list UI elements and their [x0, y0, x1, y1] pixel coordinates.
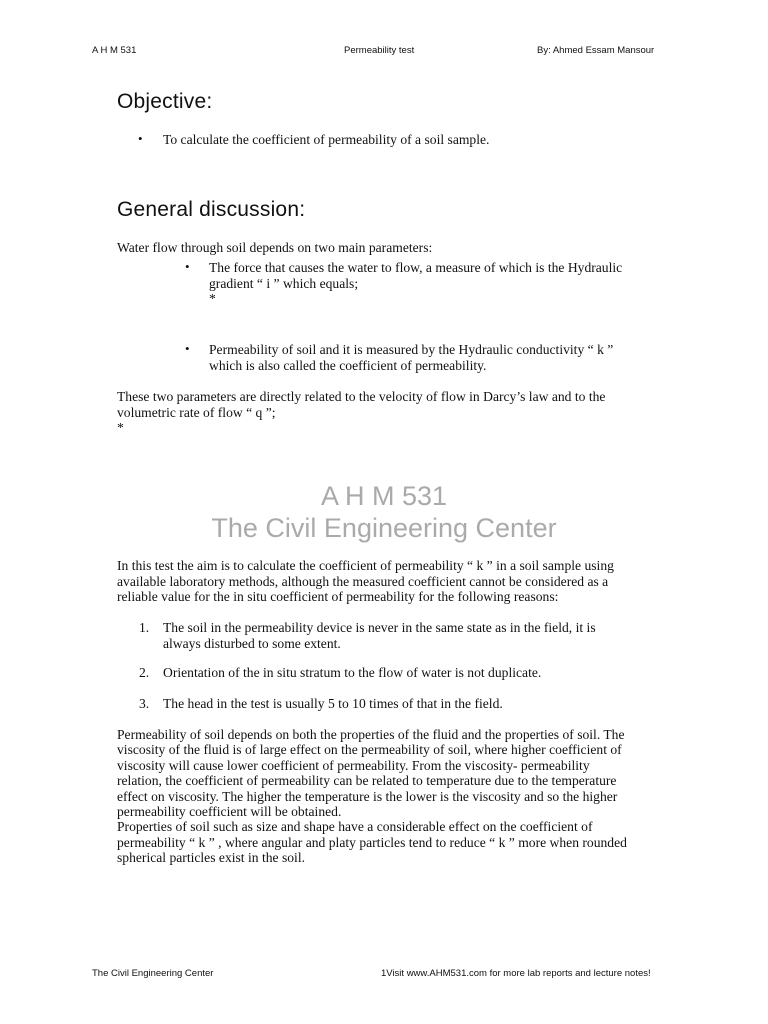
bullet2-line2: which is also called the coefficient of permeability.	[209, 358, 487, 373]
watermark-line2: The Civil Engineering Center	[211, 513, 557, 543]
footer-right: 1Visit www.AHM531.com for more lab reports and lecture notes!	[381, 968, 651, 979]
discussion-heading: General discussion:	[117, 198, 306, 221]
reason-number: 3.	[139, 696, 150, 711]
aim-line2: available laboratory methods, although the measured coefficient cannot be considered as a	[117, 574, 609, 589]
reason-1-line2: always disturbed to some extent.	[163, 636, 341, 651]
bullet-icon: •	[185, 341, 190, 356]
para2-line: permeability “ k ” , where angular and platy particles tend to reduce “ k ” more when rounded	[117, 835, 627, 850]
reason-3-line1: The head in the test is usually 5 to 10 times of that in the field.	[163, 696, 503, 711]
para1-line: viscosity will cause lower coefficient of permeability. From the viscosity- permeability	[117, 758, 590, 773]
para2-line: spherical particles exist in the soil.	[117, 850, 305, 865]
para1-line: relation, the coefficient of permeability can be related to temperature due to the temperature	[117, 773, 617, 788]
darcy-line2: volumetric rate of flow “ q ”;	[117, 405, 276, 420]
discussion-intro: Water flow through soil depends on two main parameters:	[117, 240, 433, 255]
header-center: Permeability test	[344, 45, 415, 56]
darcy-line1: These two parameters are directly related to the velocity of flow in Darcy’s law and to the	[117, 389, 606, 404]
aim-line3: reliable value for the in situ coefficient of permeability for the following reasons:	[117, 589, 559, 604]
reason-number: 2.	[139, 665, 150, 680]
header-left: A H M 531	[92, 45, 137, 56]
bullet1-line2: gradient “ i ” which equals;	[209, 276, 359, 291]
darcy-star: *	[117, 420, 124, 435]
para1-line: effect on viscosity. The higher the temperature is the lower is the viscosity and so the higher	[117, 789, 618, 804]
bullet-icon: •	[138, 131, 143, 146]
para1-line: permeability coefficient will be obtained.	[117, 804, 342, 819]
reason-2-line1: Orientation of the in situ stratum to the flow of water is not duplicate.	[163, 665, 542, 680]
bullet1-star: *	[209, 291, 216, 306]
footer-left: The Civil Engineering Center	[92, 968, 214, 979]
para1-line: Permeability of soil depends on both the properties of the fluid and the properties of soil. The	[117, 727, 625, 742]
para2-line: Properties of soil such as size and shape have a considerable effect on the coefficient of	[117, 819, 593, 834]
watermark-line1: A H M 531	[320, 481, 448, 511]
objective-bullet: To calculate the coefficient of permeability of a soil sample.	[163, 132, 490, 147]
para1-line: viscosity of the fluid is of large effect on the permeability of soil, where higher coefficient of	[117, 742, 622, 757]
aim-line1: In this test the aim is to calculate the coefficient of permeability “ k ” in a soil sample using	[117, 558, 614, 573]
reason-number: 1.	[139, 620, 150, 635]
bullet2-line1: Permeability of soil and it is measured by the Hydraulic conductivity “ k ”	[209, 342, 614, 357]
bullet-icon: •	[185, 259, 190, 274]
bullet1-line1: The force that causes the water to flow, a measure of which is the Hydraulic	[209, 260, 623, 275]
reason-1-line1: The soil in the permeability device is never in the same state as in the field, it is	[163, 620, 596, 635]
header-right: By: Ahmed Essam Mansour	[537, 45, 655, 56]
objective-heading: Objective:	[117, 90, 213, 113]
